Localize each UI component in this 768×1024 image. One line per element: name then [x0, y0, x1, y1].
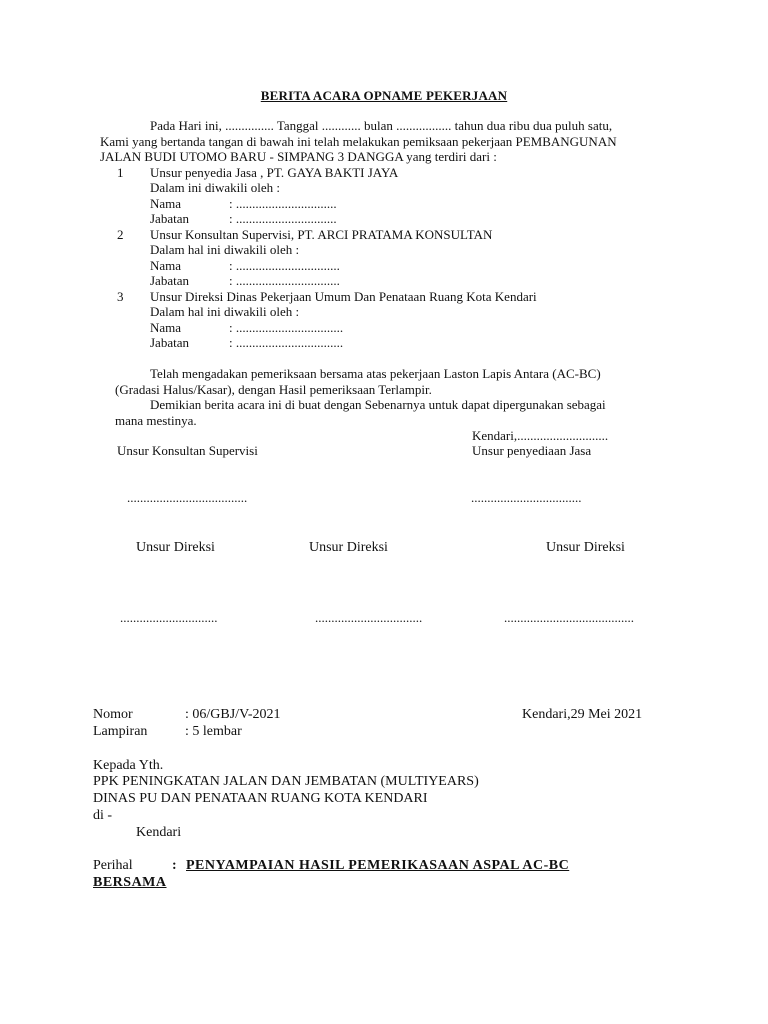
recipient-city: Kendari — [136, 825, 182, 840]
party-3-represented: Dalam hal ini diwakili oleh : — [150, 304, 300, 319]
letter-date: Kendari,29 Mei 2021 — [522, 707, 643, 722]
party-1-represented: Dalam ini diwakili oleh : — [150, 180, 280, 195]
document-title: BERITA ACARA OPNAME PEKERJAAN — [260, 88, 508, 103]
body-line-1: Telah mengadakan pemeriksaan bersama atas pekerjaan Laston Lapis Antara (AC-BC) — [150, 366, 601, 381]
signature-left-label: Unsur Konsultan Supervisi — [117, 443, 258, 458]
party-2-name-value: : ................................ — [229, 258, 340, 273]
party-3-heading: Unsur Direksi Dinas Pekerjaan Umum Dan Penataan Ruang Kota Kendari — [150, 289, 537, 304]
recipient-greeting: Kepada Yth. — [93, 758, 164, 773]
party-1-name-value: : ............................... — [229, 196, 337, 211]
party-2-number: 2 — [117, 227, 124, 242]
recipient-di: di - — [93, 808, 113, 823]
party-2-heading: Unsur Konsultan Supervisi, PT. ARCI PRATAMA KONSULTAN — [150, 227, 493, 242]
party-1-heading: Unsur penyedia Jasa , PT. GAYA BAKTI JAYA — [150, 165, 399, 180]
signature-place-date: Kendari,............................ — [472, 428, 609, 443]
body-line-3: Demikian berita acara ini di buat dengan Sebenarnya untuk dapat dipergunakan sebagai — [150, 397, 606, 412]
signature-right-label: Unsur penyediaan Jasa — [472, 443, 592, 458]
direksi-1-line: .............................. — [120, 610, 218, 625]
intro-line-3: JALAN BUDI UTOMO BARU - SIMPANG 3 DANGGA yang terdiri dari : — [100, 149, 497, 164]
party-2-position-value: : ................................ — [229, 273, 340, 288]
lampiran-value: : 5 lembar — [185, 724, 242, 739]
perihal-label: Perihal — [93, 858, 133, 873]
recipient-line-2: DINAS PU DAN PENATAAN RUANG KOTA KENDARI — [93, 791, 428, 806]
perihal-subject-line-1: PENYAMPAIAN HASIL PEMERIKASAAN ASPAL AC-BC — [186, 858, 570, 873]
party-3-number: 3 — [117, 289, 124, 304]
lampiran-label: Lampiran — [93, 724, 148, 739]
direksi-3-line: ........................................ — [504, 610, 634, 625]
party-1-name-label: Nama — [150, 196, 182, 211]
party-3-position-label: Jabatan — [150, 335, 189, 350]
body-line-4: mana mestinya. — [115, 413, 197, 428]
party-3-position-value: : ................................. — [229, 335, 344, 350]
party-1-position-label: Jabatan — [150, 211, 189, 226]
recipient-line-1: PPK PENINGKATAN JALAN DAN JEMBATAN (MULTIYEARS) — [93, 774, 479, 789]
body-line-2: (Gradasi Halus/Kasar), dengan Hasil pemeriksaan Terlampir. — [115, 382, 432, 397]
direksi-1-label: Unsur Direksi — [136, 540, 215, 555]
party-3-name-value: : ................................. — [229, 320, 344, 335]
intro-line-1: Pada Hari ini, ............... Tanggal ............ bulan ................. tahun dua ribu dua puluh satu, — [150, 118, 613, 133]
nomor-value: : 06/GBJ/V-2021 — [185, 707, 281, 722]
nomor-label: Nomor — [93, 707, 133, 722]
perihal-subject-line-2: BERSAMA — [93, 875, 167, 890]
party-2-name-label: Nama — [150, 258, 182, 273]
signature-left-line: ..................................... — [127, 490, 248, 505]
party-2-position-label: Jabatan — [150, 273, 189, 288]
direksi-3-label: Unsur Direksi — [546, 540, 625, 555]
signature-right-line: .................................. — [471, 490, 582, 505]
party-2-represented: Dalam hal ini diwakili oleh : — [150, 242, 300, 257]
party-1-position-value: : ............................... — [229, 211, 337, 226]
party-1-number: 1 — [117, 165, 124, 180]
party-3-name-label: Nama — [150, 320, 182, 335]
direksi-2-label: Unsur Direksi — [309, 540, 388, 555]
direksi-2-line: ................................. — [315, 610, 423, 625]
perihal-colon: : — [172, 858, 177, 873]
intro-line-2: Kami yang bertanda tangan di bawah ini telah melakukan pemiksaan pekerjaan PEMBANGUNAN — [100, 134, 617, 149]
